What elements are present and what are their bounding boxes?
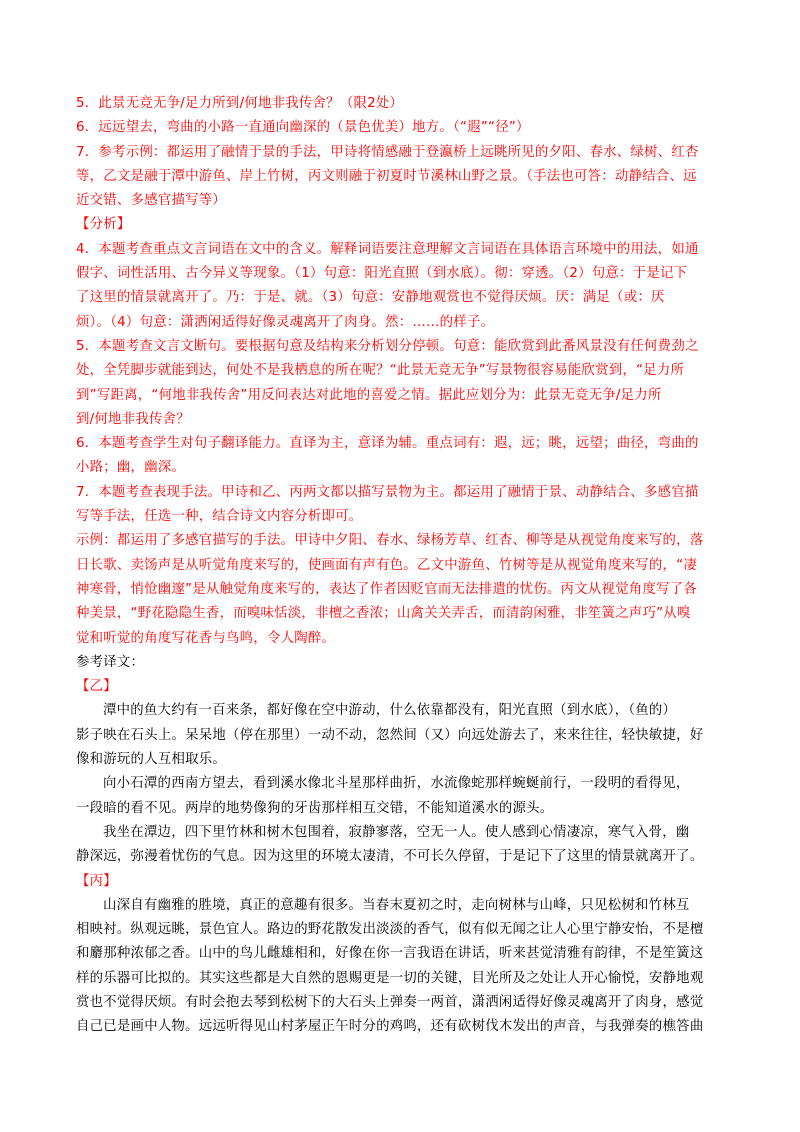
analysis-line: 烦）。（4）句意：潇洒闲适得好像灵魂离开了肉身。然：……的样子。 bbox=[76, 314, 495, 330]
analysis-line: 小路；幽，幽深。 bbox=[76, 460, 186, 476]
analysis-line: 7．本题考查表现手法。甲诗和乙、丙两文都以描写景物为主。都运用了融情于景、动静结合、多感官描 bbox=[76, 484, 699, 500]
analysis-line: 种美景，“野花隐隐生香，而嗅味恬淡，非檀之香浓；山禽关关弄舌，而清韵闲雅，非笙簧之声巧”从嗅 bbox=[76, 606, 691, 622]
translation-line: 我坐在潭边，四下里竹林和树木包围着，寂静寥落，空无一人。使人感到心情凄凉，寒气入骨，幽 bbox=[103, 824, 690, 840]
analysis-line: 4．本题考查重点文言词语在文中的含义。解释词语要注意理解文言词语在具体语言环境中的用法，如通 bbox=[76, 241, 699, 257]
translation-line: 影子映在石头上。呆呆地（停在那里）一动不动，忽然间（又）向远处游去了，来来往往，轻快敏捷，好 bbox=[76, 727, 704, 743]
answer-line: 6．远远望去，弯曲的小路一直通向幽深的（景色优美）地方。（“遐”“径”） bbox=[76, 120, 530, 136]
translation-line: 一段暗的看不见。两岸的地势像狗的牙齿那样相互交错，不能知道溪水的源头。 bbox=[76, 800, 554, 816]
translation-line: 山深自有幽雅的胜境，真正的意趣有很多。当春末夏初之时，走向树林与山峰，只见松树和竹林互 bbox=[103, 897, 690, 913]
translation-line: 向小石潭的西南方望去，看到溪水像北斗星那样曲折，水流像蛇那样蜿蜒前行，一段明的看得见， bbox=[103, 776, 690, 792]
analysis-line: 示例：都运用了多感官描写的手法。甲诗中夕阳、春水、绿杨芳草、红杏、柳等是从视觉角度来写的，落 bbox=[76, 533, 704, 549]
answer-line: 等，乙文是融于潭中游鱼、岸上竹树，丙文则融于初夏时节溪林山野之景。（手法也可答：动静结合、远 bbox=[76, 168, 697, 184]
analysis-line: 神寒骨，悄怆幽邃”是从触觉角度来写的，表达了作者因贬官而无法排遣的忧伤。丙文从视觉角度写了各 bbox=[76, 581, 698, 597]
yi-translation bbox=[76, 699, 726, 869]
answer-line: 7．参考示例：都运用了融情于景的手法，甲诗将情感融于登瀛桥上远眺所见的夕阳、春水、绿树、红杏 bbox=[76, 144, 699, 160]
analysis-line: 觉和听觉的角度写花香与鸟鸣，令人陶醉。 bbox=[76, 630, 336, 646]
translation-line: 赏也不觉得厌烦。有时会抱去琴到松树下的大石头上弹奏一两首，潇洒闲适得好像灵魂离开了肉身，感觉 bbox=[76, 994, 704, 1010]
document-page bbox=[76, 92, 726, 1040]
translation-line: 和麝那种浓郁之香。山中的鸟儿雌雄相和，好像在你一言我语在讲话，听来甚觉清雅有韵律，不是笙簧这 bbox=[76, 946, 704, 962]
analysis-line: 到/何地非我传舍？ bbox=[76, 411, 190, 427]
analysis-line: 5．本题考查文言文断句。要根据句意及结构来分析划分停顿。句意：能欣赏到此番风景没有任何费劲之 bbox=[76, 338, 699, 354]
analysis-line: 日长歌、卖饧声是从听觉角度来写的，使画面有声有色。乙文中游鱼、竹树等是从视觉角度来写的，“凄 bbox=[76, 557, 698, 573]
bing-heading: 【丙】 bbox=[76, 873, 117, 889]
analysis-line: 了这里的情景就离开了。乃：于是、就。（3）句意：安静地观赏也不觉得厌烦。厌：满足（或：厌 bbox=[76, 290, 665, 306]
answers-section bbox=[76, 92, 726, 213]
analysis-line: 写等手法，任选一种，结合诗文内容分析即可。 bbox=[76, 509, 363, 525]
analysis-line: 处，全凭脚步就能到达，何处不是我栖息的所在呢？“此景无竞无争”写景物很容易能欣赏到，“足力所 bbox=[76, 363, 685, 379]
translation-line: 静深远，弥漫着忧伤的气息。因为这里的环境太凄清，不可长久停留，于是记下了这里的情景就离开了。 bbox=[76, 849, 704, 865]
analysis-line: 6．本题考查学生对句子翻译能力。直译为主，意译为辅。重点词有：遐，远；眺，远望；曲径，弯曲的 bbox=[76, 436, 699, 452]
translation-line: 像和游玩的人互相取乐。 bbox=[76, 752, 227, 768]
analysis-heading: 【分析】 bbox=[76, 217, 131, 233]
answer-line: 近交错、多感官描写等） bbox=[76, 193, 227, 209]
translation-line: 潭中的鱼大约有一百来条，都好像在空中游动，什么依靠都没有，阳光直照（到水底），（鱼的） bbox=[103, 703, 677, 719]
translation-title: 参考译文： bbox=[76, 654, 145, 670]
translation-line: 自己已是画中人物。远远听得见山村茅屋正午时分的鸡鸣，还有砍树伐木发出的声音，与我弹奏的樵答曲 bbox=[76, 1019, 704, 1035]
analysis-line: 到”写距离，“何地非我传舍”用反问表达对此地的喜爱之情。据此应划分为：此景无竞无争/足力所 bbox=[76, 387, 662, 403]
analysis-line: 假字、词性活用、古今异义等现象。（1）句意：阳光直照（到水底）。彻：穿透。（2）句意：于是记下 bbox=[76, 266, 688, 282]
bing-translation bbox=[76, 894, 726, 1040]
translation-line: 样的乐器可比拟的。其实这些都是大自然的恩赐更是一切的关键，目光所及之处让人开心愉悦，安静地观 bbox=[76, 970, 704, 986]
yi-heading: 【乙】 bbox=[76, 679, 117, 695]
analysis-section bbox=[76, 238, 726, 651]
answer-line: 5．此景无竞无争/足力所到/何地非我传舍？（限2处） bbox=[76, 96, 404, 111]
translation-line: 相映衬。纵观远眺，景色宜人。路边的野花散发出淡淡的香气，似有似无闻之让人心里宁静安怡，不是檀 bbox=[76, 922, 704, 938]
